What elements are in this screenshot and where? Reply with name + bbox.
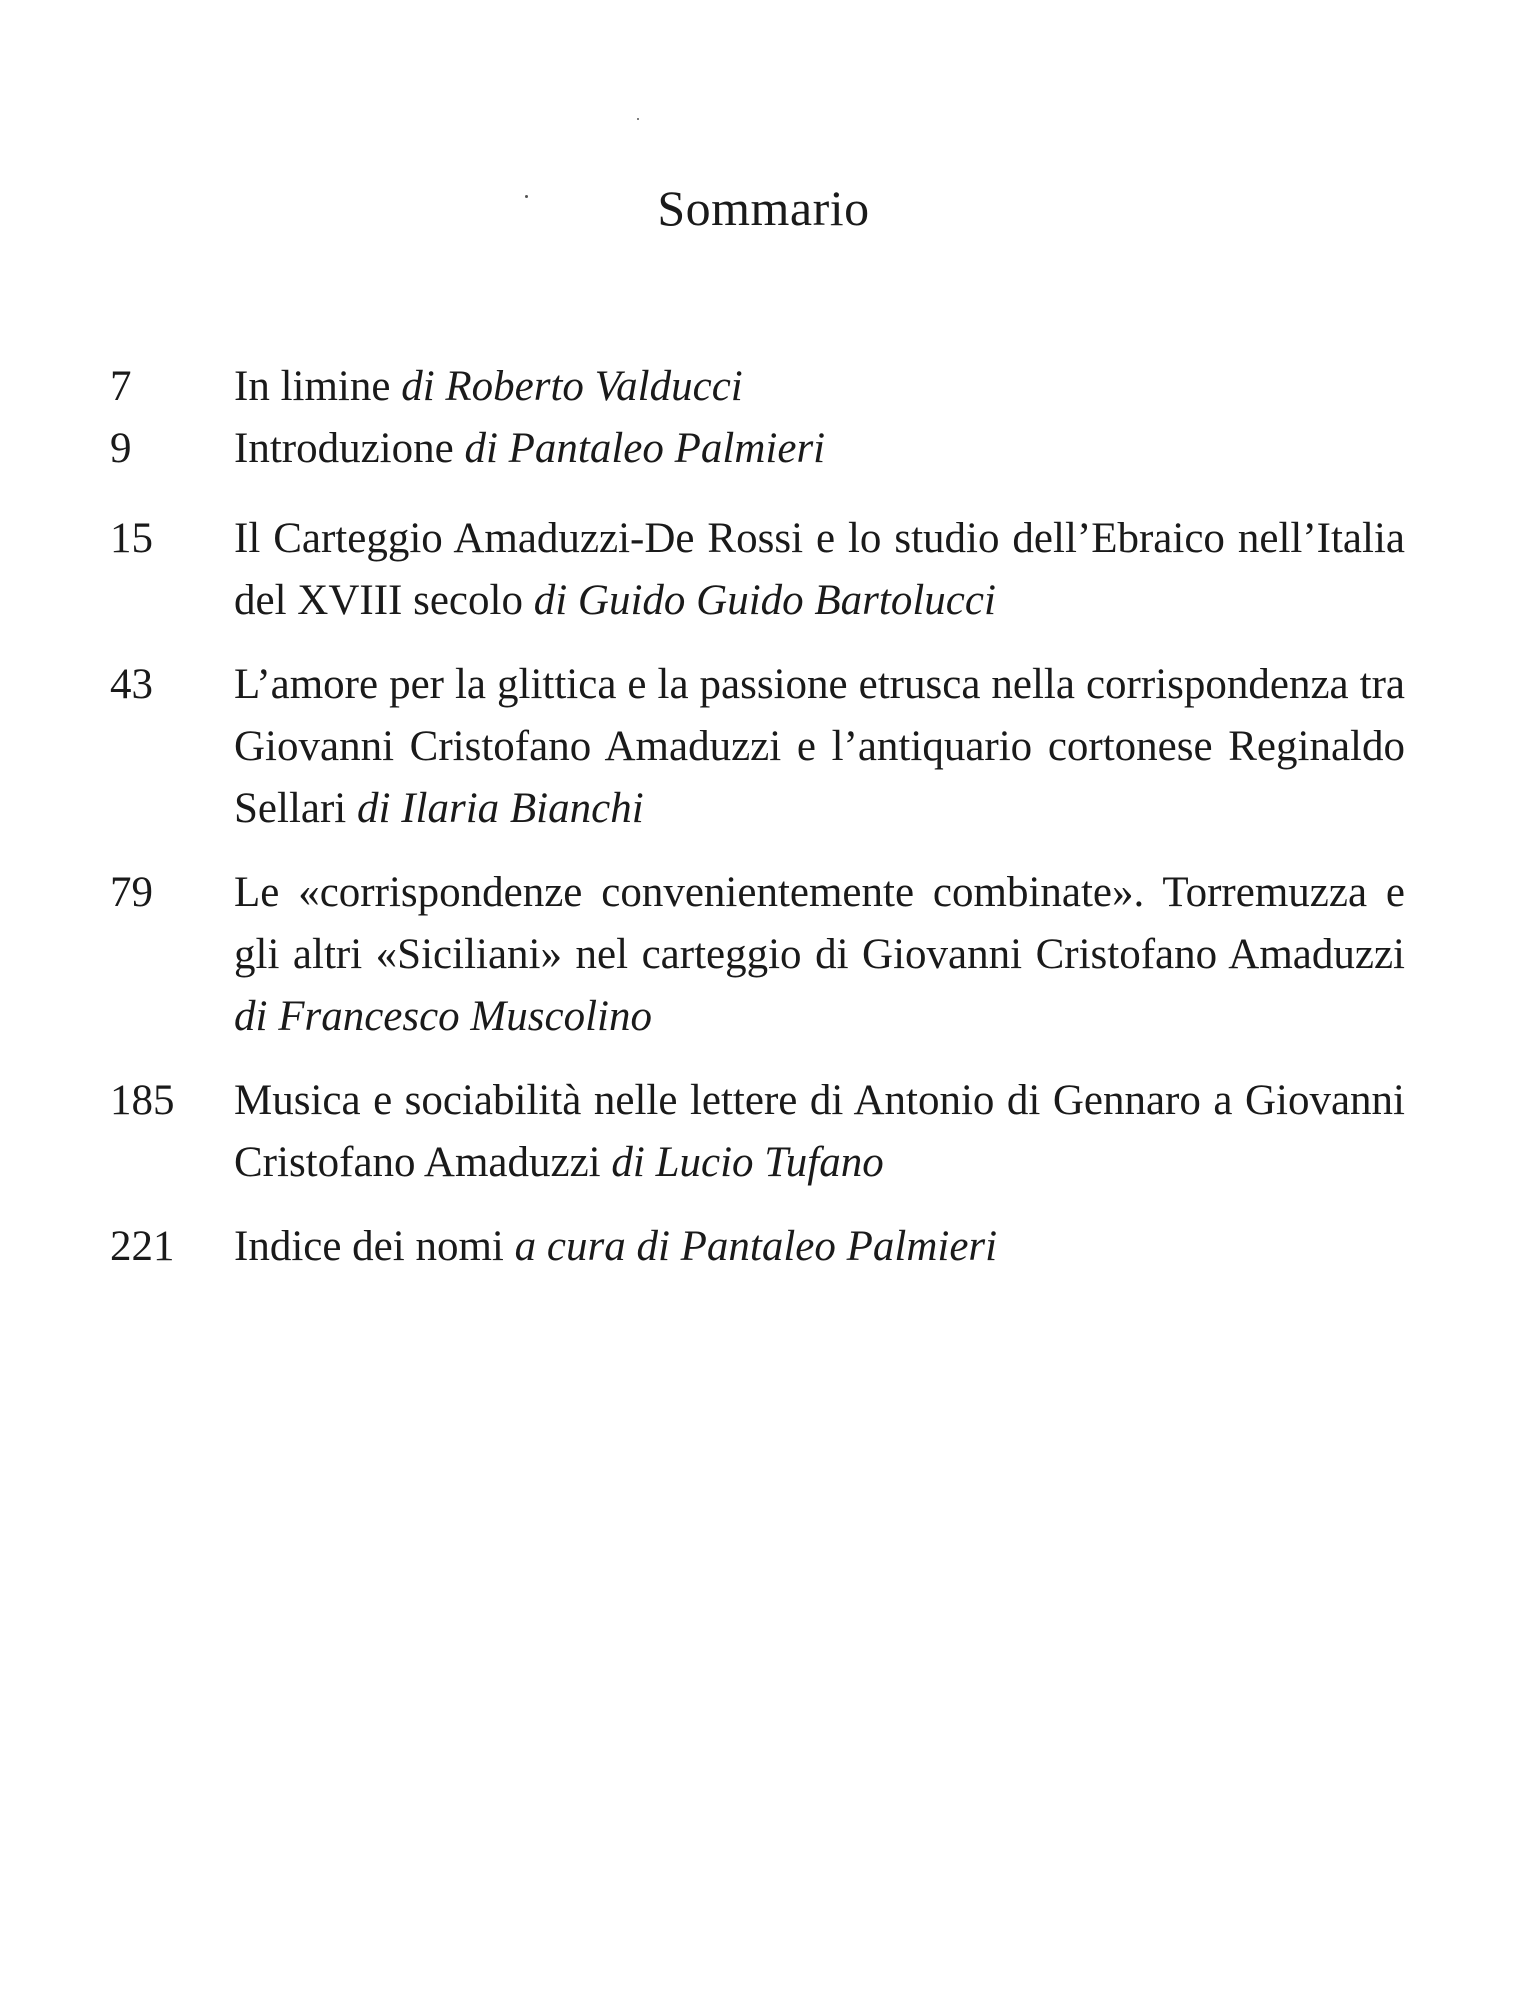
- toc-entry-title: L’amore per la glittica e la passione etrusca nella corrispondenza tra Giovanni Cristofano Amaduzzi e l’antiquario cortonese Reginaldo Sellari: [234, 661, 1405, 832]
- toc-page-number: 43: [110, 661, 153, 708]
- toc-entry: [110, 508, 1405, 632]
- toc-entry-author: di Pantaleo Palmieri: [464, 425, 826, 472]
- toc-page-number: 15: [110, 515, 153, 562]
- table-of-contents: [110, 356, 1405, 1300]
- toc-entry-title: Musica e sociabilità nelle lettere di Antonio di Gennaro a Giovanni Cristofano Amaduzzi: [234, 1077, 1405, 1186]
- toc-entry-title: In limine: [234, 363, 391, 410]
- toc-entry-title: Introduzione: [234, 425, 454, 472]
- toc-entry-text: [234, 1070, 1405, 1194]
- toc-entry-author: di Roberto Valducci: [401, 363, 743, 410]
- toc-entry-text: [234, 356, 1405, 418]
- toc-page-number: 7: [110, 363, 132, 410]
- toc-entry-title: Il Carteggio Amaduzzi-De Rossi e lo studio dell’Ebraico nell’Italia del XVIII secolo: [234, 515, 1405, 624]
- toc-entry: [110, 654, 1405, 840]
- toc-entry-text: [234, 654, 1405, 840]
- toc-entry-author: di Francesco Muscolino: [234, 993, 652, 1040]
- toc-entry-text: [234, 862, 1405, 1048]
- toc-entry-text: [234, 508, 1405, 632]
- toc-entry-author: a cura di Pantaleo Palmieri: [514, 1223, 998, 1270]
- toc-entry-author: di Lucio Tufano: [611, 1139, 884, 1186]
- toc-entry: [110, 1070, 1405, 1194]
- toc-entry-text: [234, 1216, 1405, 1278]
- toc-entry: [110, 862, 1405, 1048]
- toc-page-number: 185: [110, 1077, 175, 1124]
- toc-entry: [110, 418, 1405, 480]
- toc-page-number: 9: [110, 425, 132, 472]
- toc-entry-author: di Ilaria Bianchi: [357, 785, 644, 832]
- toc-entry-text: [234, 418, 1405, 480]
- toc-page-number: 79: [110, 869, 153, 916]
- page-title: Sommario: [657, 180, 870, 236]
- toc-entry-title: Indice dei nomi: [234, 1223, 504, 1270]
- toc-entry: [110, 1216, 1405, 1278]
- toc-entry-title: Le «corrispondenze convenientemente combinate». Torremuzza e gli altri «Siciliani» nel carteggio di Giovanni Cristofano Amaduzzi: [234, 869, 1405, 978]
- toc-entry-author: di Guido Guido Bartolucci: [533, 577, 996, 624]
- toc-entry: [110, 356, 1405, 418]
- scan-speck: [637, 118, 639, 120]
- toc-page-number: 221: [110, 1223, 175, 1270]
